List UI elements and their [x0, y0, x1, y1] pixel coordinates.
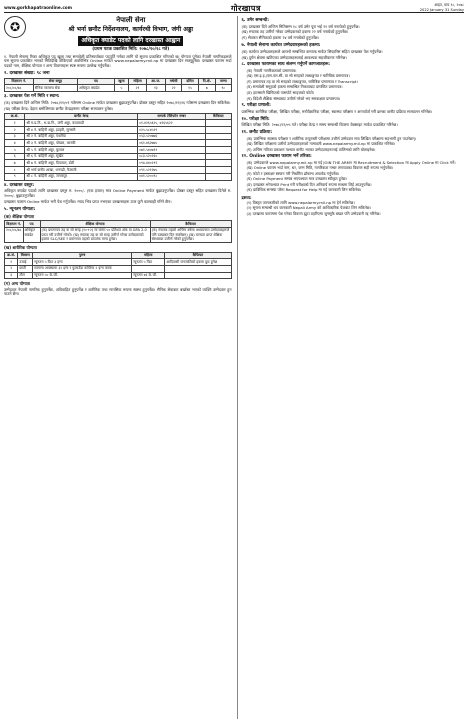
col-header: पद	[78, 78, 115, 85]
col-header: विज्ञापन नं.	[5, 78, 34, 85]
selection-process-list	[242, 137, 465, 153]
table-cell: ०७१-५४०७९२	[138, 147, 206, 154]
table-cell: (क) प्रमाणपत्र तह वा सो सरह (१०+२) मा जम्मा ५० प्रतिशत अंक वा GPA 2.0 प्राप्त गरी उत्तीर्ण गरेको। (ख) स्नातक तह वा सो सरह उत्तीर्ण गरेका उम्मेदवारको हकमा SLC/SEE र प्रमाणपत्र तहको प्राप्तांक मान्य हुनेछ।	[40, 227, 150, 243]
notice-header	[4, 16, 232, 53]
section-6-b: (ख) स्नातक तह उत्तीर्ण गरेका उम्मेदवारको हकमा २२ वर्ष ननाघेको हुनुपर्नेछ।	[241, 29, 349, 35]
table-cell	[206, 160, 231, 167]
table-cell: श्री ५ नं. बाहिनी अड्डा, बुटवल	[25, 147, 138, 154]
table-row	[5, 120, 232, 127]
table-cell: १३	[146, 85, 165, 92]
org-name: नेपाली सेना	[116, 16, 146, 24]
table-row	[5, 227, 232, 243]
col-header: पुरुष	[33, 252, 132, 259]
col-header: सम्पर्क टेलिफोन नम्बर	[138, 113, 206, 120]
table-cell: ०५३-५२०७७६	[138, 133, 206, 140]
list-item: (ग) अन्तिम नतिजा प्रकाशन पश्चात छनौट भएका उम्मेदवारहरूलाई तालिमको लागि बोलाइनेछ।	[246, 146, 376, 152]
col-header: कैफियत	[165, 252, 231, 259]
table-cell: १	[5, 259, 18, 266]
table-cell: ५	[114, 85, 129, 92]
section-6-a: (क) दरखास्त दिने अन्तिम मितिसम्म १८ वर्ष उमेर पूरा भई २१ वर्ष ननाघेको हुनुपर्नेछ।	[241, 23, 360, 29]
table-cell	[206, 140, 231, 147]
vacancy-header-row	[5, 78, 232, 85]
dateline-np: आइत, माघ १८, २०७८	[434, 3, 464, 8]
table-cell: छाती	[18, 265, 33, 272]
list-item: (ङ) दरखास्त भरेपश्चात Print गरी परीक्षाको दिन अनिवार्य रूपमा साथमा लिई आउनुपर्नेछ।	[246, 181, 372, 187]
table-cell: श्री २ नं. बाहिनी अड्डा, पथलैया	[25, 133, 138, 140]
list-item: (घ) Online Payment सम्पन्न भएपश्चात मात्र दरखास्त स्वीकृत हुनेछ।	[246, 176, 347, 182]
col-header: कैफियत	[206, 113, 231, 120]
table-cell: न्यूनतम ५ फिट	[132, 259, 165, 266]
table-cell: ८	[5, 167, 25, 174]
qualification-table	[4, 220, 232, 243]
table-cell: ०६१-४६२७७५	[138, 140, 206, 147]
list-item: (घ) समावेशी समूहको हकमा सम्बन्धित निकायबाट प्रमाणित प्रमाणपत्र।	[246, 84, 343, 90]
table-cell: ०८३-५२०२६०	[138, 153, 206, 160]
section-7-title: ७. नेपाली सेनामा कार्यरत उम्मेदवारहरूको हकमा:	[241, 43, 321, 49]
table-cell: न्यूनतम ५० के.जी.	[33, 272, 132, 279]
table-row	[5, 140, 232, 147]
col-header: महिला	[129, 78, 147, 85]
table-cell: सामान्य अवस्थामा ३२ इन्च र फुलाउँदा कम्तिमा २ इन्च फरक	[33, 265, 132, 272]
table-cell: श्री ४ नं. बाहिनी अड्डा, इटहरी, सुनसरी	[25, 127, 138, 134]
list-item: (ख) Online फाराम भर्दा नाम, थर, जन्म मिति, नागरिकता नम्बर लगायतका विवरण सही रूपमा भर्नुपर्नेछ।	[246, 165, 394, 171]
dateline-en: 2022 January 31 Sunday	[419, 7, 464, 12]
list-item: (क) उम्मेदवारले www.nepalarmy.mil.np मा गई JOIN THE ARMY मा Recruitment & Selection मा Apply Online मा Click गर्ने।	[246, 159, 456, 165]
table-cell	[165, 272, 231, 279]
table-cell	[165, 265, 231, 272]
table-cell: आदिवासी जनजातिको हकमा छुट हुनेछ	[165, 259, 231, 266]
exam-centre-table	[4, 113, 232, 181]
section-4-text: अधिकृत क्याडेट पदको लागि दरखास्त दस्तुर रु. १०००/- (एक हजार) मात्र Online Payment मार्फत बुझाउनुपर्नेछ। दोब्बर दस्तुर सहित दरखास्त दिनेले रु. २०००/- बुझाउनुपर्नेछ।	[4, 188, 232, 199]
table-cell: ७	[5, 160, 25, 167]
table-cell: ०४१-५२००९८	[138, 173, 206, 180]
table-cell	[132, 265, 165, 272]
section-4-text-2: दरखास्त फाराम Online मार्फत भरी पेश गर्नुपर्नेछ। म्याद भित्र प्राप्त नभएका दरखास्तहरू उपर कुनै कारबाही गरिने छैन।	[4, 199, 172, 205]
col-header: क्र.सं.	[5, 252, 18, 259]
table-cell: ७	[198, 85, 216, 92]
col-header: शैक्षिक योग्यता	[40, 221, 150, 228]
article-columns	[4, 16, 464, 719]
col-header: दलित	[182, 78, 198, 85]
col-header: विज्ञापन नं.	[6, 221, 22, 226]
table-cell: ४	[5, 140, 25, 147]
table-cell: २१	[129, 85, 147, 92]
table-cell	[206, 173, 231, 180]
list-item: (३) दरखास्त फाराममा पेश गरेका विवरण झुटा ठहरिएमा जुनसुकै बखत पनि उम्मेदवारी रद्द गरिनेछ।	[246, 210, 381, 216]
table-cell: १५	[182, 85, 198, 92]
table-cell: २	[5, 265, 18, 272]
table-cell: ५	[5, 147, 25, 154]
table-cell: सैनिक सामान्य सेवा	[33, 85, 77, 92]
dept-name: श्री भर्ना छनौट निर्देशनालय, कार्यरथी विभाग, जंगी अड्डा	[68, 25, 193, 33]
documents-list	[242, 69, 465, 101]
table-cell	[206, 133, 231, 140]
section-3-title: ३. दरखास्त पेश गर्ने मिति र स्थान:	[4, 93, 60, 99]
list-item: (ग) प्रमाणपत्र तह वा सो सरहको लब्धाङ्कपत्र, चारित्रिक प्रमाणपत्र र Transcript।	[246, 78, 358, 84]
section-9-text: प्रारम्भिक शारीरिक परीक्षा, लिखित परीक्षा, मनोवैज्ञानिक परीक्षा, स्वास्थ्य परीक्षण र अन्तर्वार्ता गरी क्रमशः छनौट प्रक्रिया सञ्चालन गरिनेछ।	[241, 108, 433, 114]
table-row	[5, 167, 232, 174]
col-header: विवरण	[18, 252, 33, 259]
table-row	[5, 259, 232, 266]
section-4-title: ४. दरखास्त दस्तुर:	[4, 182, 35, 188]
section-7-a: (क) कार्यरत उम्मेदवारहरूले आफ्नो सम्बन्धित कमाण्ड मार्फत सिफारिस सहित दरखास्त पेश गर्नुपर्नेछ।	[241, 48, 383, 54]
section-6-c: (ग) सेवारत सैनिकको हकमा २४ वर्ष ननाघेको हुनुपर्नेछ।	[241, 35, 320, 41]
table-cell: उचाई	[18, 259, 33, 266]
list-item: (१) विस्तृत जानकारीको लागि www.nepalarmy.mil.np मा हेर्न सकिनेछ।	[246, 199, 355, 205]
table-cell: श्री ८ नं. बाहिनी अड्डा, जनकपुर	[25, 173, 138, 180]
list-item: (क) प्रारम्भिक स्वास्थ्य परीक्षण र शारीरिक तन्दुरुस्ती परीक्षामा उत्तीर्ण उम्मेदवार मात्र लिखित परीक्षामा सहभागी हुन पाउनेछन्।	[246, 135, 417, 141]
list-item: (२) सूचना सम्बन्धी थप जानकारी Nepali Army को आधिकारिक पेजबाट लिन सकिनेछ।	[246, 205, 371, 211]
table-cell: ०२५-५८४५२९	[138, 127, 206, 134]
table-cell: २०८/०८/७८	[5, 85, 34, 92]
qualification-header-row	[5, 221, 232, 228]
newspaper-header	[4, 3, 464, 13]
notes-list	[242, 201, 465, 217]
table-cell: श्री ६ नं. बाहिनी अड्डा, सुर्खेत	[25, 153, 138, 160]
table-row	[5, 265, 232, 272]
table-cell: (क) स्नातक तहको अन्तिम वर्षमा अध्ययनरत उम्मेदवारहरूले पनि दरखास्त दिन सक्नेछन्। (ख) मान्यता प्राप्त शैक्षिक संस्थाबाट उत्तीर्ण गरेको हुनुपर्नेछ।	[151, 228, 230, 242]
table-cell: ३	[5, 133, 25, 140]
col-header: क्र.सं.	[5, 113, 25, 120]
table-cell: ९	[5, 173, 25, 180]
table-cell: ३	[5, 272, 18, 279]
list-item: (च) विदेशी शैक्षिक संस्थाबाट उत्तीर्ण गरेको भए समकक्षता प्रमाणपत्र।	[246, 95, 341, 101]
section-12-title: १२. Online दरखास्त फाराम भर्ने तरिका:	[241, 154, 312, 160]
table-cell: श्री भर्ना छनौट शाखा, धनगढी, कैलाली	[25, 167, 138, 174]
section-9-title: ९. परीक्षा प्रणाली:	[241, 103, 271, 109]
section-7-b: (ख) दुर्गम क्षेत्रमा खटिएका उम्मेदवारहरूलाई आवश्यक सहजीकरण गरिनेछ।	[241, 54, 347, 60]
table-cell: ६	[5, 153, 25, 160]
army-emblem-icon: ✪	[4, 16, 26, 38]
masthead-title: गोरखापत्र	[230, 2, 261, 13]
right-column	[237, 16, 465, 719]
notes-title: द्रष्टव्य:	[241, 194, 252, 200]
section-5-title: ५. न्यूनतम योग्यता:	[4, 207, 36, 212]
table-row	[5, 85, 232, 92]
table-cell: ९८	[216, 85, 231, 92]
section-5-c-text: उम्मेदवार नेपाली नागरिक हुनुपर्नेछ, अविवाहित हुनुपर्नेछ र शारीरिक तथा मानसिक रूपमा स्वस्थ हुनुपर्नेछ। सैनिक सेवाबाट बर्खास्त भएको व्यक्ति उम्मेदवार हुन पाउने छैन।	[4, 286, 232, 297]
section-3-a: (क) दरखास्त दिने अन्तिम मिति: २०७८/११/०९ गतेसम्म Online मार्फत दरखास्त बुझाउनुपर्नेछ। दोब्बर दस्तुर सहित २०७८/११/१६ गतेसम्म दरखास्त दिन सकिनेछ।	[4, 99, 231, 105]
table-cell: श्री ७ नं. बाहिनी अड्डा, दिपायल, डोटी	[25, 160, 138, 167]
col-header: मधेसी	[165, 78, 182, 85]
col-header: खुला	[114, 78, 129, 85]
table-cell: २	[5, 127, 25, 134]
col-header: छनौट केन्द्र	[25, 113, 138, 120]
dateline	[420, 3, 464, 11]
section-5-b-title: (ख) शारीरिक योग्यता	[4, 245, 37, 251]
site-url[interactable]: www.gorkhapatraonline.com	[4, 4, 73, 10]
col-header: जम्मा	[216, 78, 231, 85]
section-10-title: १०. परीक्षा मिति:	[241, 116, 270, 122]
notice-titles	[30, 16, 232, 53]
section-3-b: (ख) परीक्षा केन्द्र: देहाय बमोजिमका छनौट केन्द्रहरूमा परीक्षा सञ्चालन हुनेछ।	[4, 105, 114, 111]
section-10-text: लिखित परीक्षा मिति: २०७८/१२/०५ गते। परीक्षा केन्द्र र समय सम्बन्धी विवरण वेबसाइट मार्फत प्रकाशित गरिनेछ।	[241, 122, 398, 128]
left-column	[4, 16, 232, 719]
table-cell	[206, 147, 231, 154]
table-cell: न्यूनतम ४६ के.जी.	[132, 272, 165, 279]
table-row	[5, 173, 232, 180]
vacancy-table	[4, 78, 232, 92]
table-cell: २२	[165, 85, 182, 92]
centre-header-row	[5, 113, 232, 120]
section-2-title: २. दरखास्त संख्या: ९८ जना	[4, 71, 50, 77]
table-cell: तौल	[18, 272, 33, 279]
section-8-title: ८. दरखास्त फारामका साथ संलग्न गर्नुपर्ने कागजातहरू:	[241, 62, 331, 68]
list-item: (ग) फोटो र हस्ताक्षर स्क्यान गरी निर्धारित ढाँचामा अपलोड गर्नुपर्नेछ।	[246, 170, 340, 176]
col-header: महिला	[132, 252, 165, 259]
table-cell	[206, 167, 231, 174]
online-steps-list	[242, 161, 465, 193]
table-cell: अधिकृत क्याडेट	[78, 85, 115, 92]
publish-date: (प्रथम पटक प्रकाशित मिति: २०७८/१०/१८ गते)	[92, 47, 170, 52]
table-cell: २०८/०८/७८	[5, 227, 24, 243]
table-cell: न्यूनतम ५ फिट ३ इन्च	[33, 259, 132, 266]
table-row	[5, 272, 232, 279]
list-item: (ख) एस.इ.इ./एस.एल.सी. वा सो सरहको लब्धाङ्कपत्र र चारित्रिक प्रमाणपत्र।	[246, 73, 350, 79]
table-cell: श्री ३ नं. बाहिनी अड्डा, पोखरा, कास्की	[25, 140, 138, 147]
col-header: सेवा समूह	[33, 78, 77, 85]
section-5-c-title: (ग) अन्य योग्यता	[4, 281, 30, 287]
physical-header-row	[5, 252, 232, 259]
col-header: कैफियत	[150, 221, 231, 228]
table-cell: अधिकृत क्याडेट	[23, 227, 40, 243]
list-item: (ङ) हालसालै खिचिएको पासपोर्ट साइजको फोटो।	[246, 90, 315, 95]
table-row	[5, 133, 232, 140]
table-cell	[206, 120, 231, 127]
table-row	[5, 153, 232, 160]
section-11-title: ११. छनौट प्रक्रिया:	[241, 130, 273, 136]
table-cell: ०१-४२६५६२५, ४२६५६२२	[138, 120, 206, 127]
physical-table	[4, 252, 232, 280]
table-row	[5, 160, 232, 167]
notice-banner: अधिकृत क्याडेट पदको लागि दरखास्त आह्वान	[78, 36, 183, 47]
list-item: (क) नेपाली नागरिकताको प्रमाणपत्र।	[246, 67, 297, 73]
table-row	[5, 147, 232, 154]
table-cell: ०९४-४४०२९१	[138, 160, 206, 167]
table-cell	[206, 127, 231, 134]
list-item: (ख) लिखित परीक्षामा उत्तीर्ण उम्मेदवारहरूको नामावली www.nepalarmy.mil.np मा प्रकाशित गरिनेछ।	[246, 141, 396, 147]
list-item: (च) प्राविधिक समस्या परेमा Request for Help मा गई जानकारी लिन सकिनेछ।	[246, 187, 362, 193]
section-5-a-title: (क) शैक्षिक योग्यता	[4, 214, 35, 219]
table-cell	[206, 153, 231, 160]
col-header: पि.क्षे.	[198, 78, 216, 85]
col-header: पद	[23, 221, 40, 228]
table-cell: १	[5, 120, 25, 127]
table-cell: ०९१-५२१२७५	[138, 167, 206, 174]
col-header: आ.ज.	[146, 78, 165, 85]
section-6-title: ६. उमेर सम्बन्धी:	[241, 18, 270, 23]
table-cell: श्री म.प्र.नि., भ.छ.नि., जंगी अड्डा, काठमाडौं	[25, 120, 138, 127]
intro-paragraph: १. नेपाली सेनामा रिक्त अधिकृत पद खुला तथा समावेशी प्रतिस्पर्धाबाट पदपूर्ति गर्नका लागि यो सूचना प्रकाशित गरिएको छ। योग्यता पुगेका नेपाली नागरिकहरूले यस सूचना प्रकाशित भएको मितिदेखि तोकिएको अवधिभित्र Online मार्फत www.nepalarmy.mil.np मा दरखास्त दिन सक्नुहुनेछ। दरखास्त फाराम भर्दा पदको नाम, शैक्षिक योग्यता र अन्य विवरणहरू स्पष्ट रूपमा उल्लेख गर्नुपर्नेछ।	[4, 53, 232, 69]
table-row	[5, 127, 232, 134]
